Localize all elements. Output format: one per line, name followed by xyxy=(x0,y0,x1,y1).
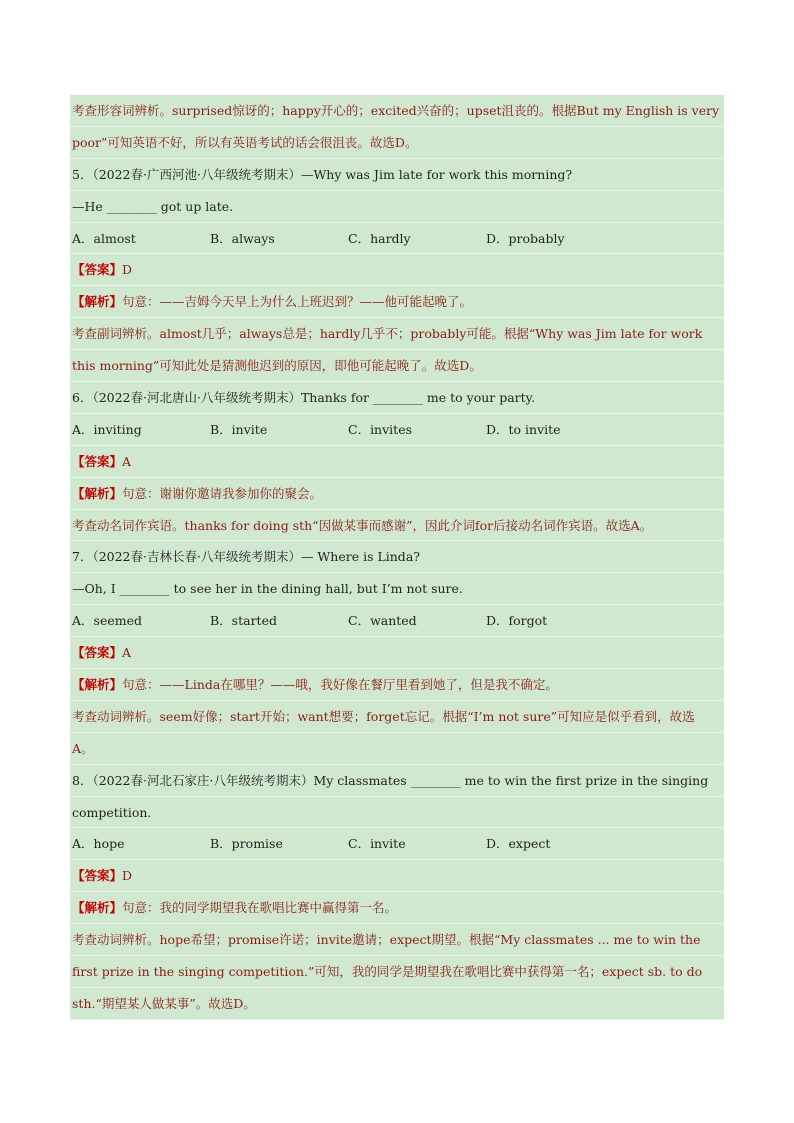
answer-option: D．forgot xyxy=(486,613,548,629)
analysis-text: 句意：谢谢你邀请我参加你的聚会。 xyxy=(122,485,323,501)
explanation-line: sth.“期望某人做某事”。故选D。 xyxy=(70,988,724,1020)
analysis-label: 【解析】 xyxy=(72,485,123,501)
explanation-line: 考查动词辨析。seem好像；start开始；want想要；forget忘记。根据“I’m not sure”可知应是似乎看到，故选 xyxy=(70,701,724,733)
answer-option: C．hardly xyxy=(348,230,411,246)
question-line: 8．（2022春·河北石家庄·八年级统考期末）My classmates ________ me to win the first prize in the singing xyxy=(70,765,724,797)
answer-line xyxy=(70,637,724,669)
answer-line xyxy=(70,446,724,478)
answer-text: A xyxy=(122,645,132,661)
analysis-line xyxy=(70,892,724,924)
question-line: 7．（2022春·吉林长春·八年级统考期末）— Where is Linda? xyxy=(70,541,724,573)
answer-options xyxy=(70,414,724,446)
answer-option: C．wanted xyxy=(348,613,417,629)
answer-option: C．invite xyxy=(348,836,406,852)
answer-option: B．invite xyxy=(210,421,268,437)
question-line: —He ________ got up late. xyxy=(70,191,724,223)
analysis-line xyxy=(70,478,724,510)
analysis-text: 句意：——Linda在哪里？——哦，我好像在餐厅里看到她了，但是我不确定。 xyxy=(122,677,558,693)
answer-options xyxy=(70,605,724,637)
explanation-line: first prize in the singing competition.”可知，我的同学是期望我在歌唱比赛中获得第一名；expect sb. to do xyxy=(70,956,724,988)
answer-option: B．started xyxy=(210,613,277,629)
answer-option: D．to invite xyxy=(486,421,561,437)
answer-option: B．promise xyxy=(210,836,283,852)
answer-line xyxy=(70,254,724,286)
explanation-line: 考查副词辨析。almost几乎；always总是；hardly几乎不；probably可能。根据“Why was Jim late for work xyxy=(70,318,724,350)
analysis-line xyxy=(70,669,724,701)
analysis-label: 【解析】 xyxy=(72,294,123,310)
answer-options xyxy=(70,223,724,255)
explanation-line: 考查形容词辨析。surprised惊讶的；happy开心的；excited兴奋的；upset沮丧的。根据But my English is very xyxy=(70,95,724,127)
answer-line xyxy=(70,860,724,892)
question-line: 5．（2022春·广西河池·八年级统考期末）—Why was Jim late for work this morning? xyxy=(70,159,724,191)
analysis-line xyxy=(70,286,724,318)
explanation-line: this morning”可知此处是猜测他迟到的原因，即他可能起晚了。故选D。 xyxy=(70,350,724,382)
answer-option: A．hope xyxy=(72,836,125,852)
answer-label: 【答案】 xyxy=(72,453,123,469)
explanation-line: 考查动名词作宾语。thanks for doing sth“因做某事而感谢”，因此介词for后接动名词作宾语。故选A。 xyxy=(70,510,724,542)
answer-option: D．expect xyxy=(486,836,551,852)
answer-option: C．invites xyxy=(348,421,413,437)
answer-label: 【答案】 xyxy=(72,262,123,278)
answer-text: D xyxy=(122,262,133,278)
answer-label: 【答案】 xyxy=(72,868,123,884)
answer-option: A．seemed xyxy=(72,613,142,629)
analysis-label: 【解析】 xyxy=(72,900,123,916)
answer-label: 【答案】 xyxy=(72,645,123,661)
question-line: competition. xyxy=(70,797,724,829)
answer-option: D．probably xyxy=(486,230,565,246)
answer-text: D xyxy=(122,868,133,884)
answer-text: A xyxy=(122,453,132,469)
answer-options xyxy=(70,828,724,860)
answer-option: B．always xyxy=(210,230,275,246)
question-line: 6．（2022春·河北唐山·八年级统考期末）Thanks for ________ me to your party. xyxy=(70,382,724,414)
analysis-text: 句意：——吉姆今天早上为什么上班迟到？——他可能起晚了。 xyxy=(122,294,473,310)
analysis-text: 句意：我的同学期望我在歌唱比赛中赢得第一名。 xyxy=(122,900,398,916)
answer-option: A．almost xyxy=(72,230,136,246)
explanation-line: 考查动词辨析。hope希望；promise许诺；invite邀请；expect期望。根据“My classmates ... me to win the xyxy=(70,924,724,956)
question-line: —Oh, I ________ to see her in the dining hall, but I’m not sure. xyxy=(70,573,724,605)
explanation-line: poor”可知英语不好，所以有英语考试的话会很沮丧。故选D。 xyxy=(70,127,724,159)
answer-option: A．inviting xyxy=(72,421,142,437)
analysis-label: 【解析】 xyxy=(72,677,123,693)
document-body xyxy=(70,95,724,1020)
explanation-line: A。 xyxy=(70,733,724,765)
